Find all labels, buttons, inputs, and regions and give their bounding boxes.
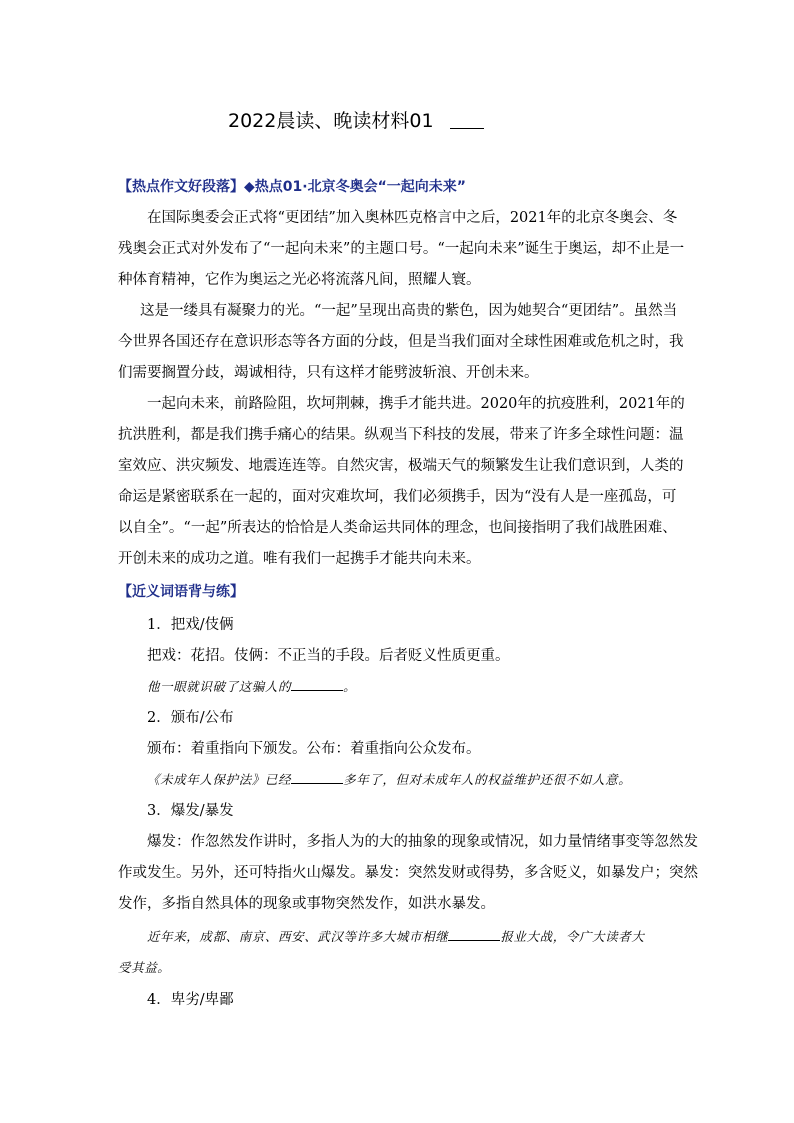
- item-definition-2: 颁布：着重指向下颁发。公布：着重指向公众发布。: [147, 741, 481, 757]
- section-heading-synonyms: 【近义词语背与练】: [118, 584, 244, 600]
- item-number-1: 1．把戏/伎俩: [147, 617, 234, 633]
- example-text: 多年了，但对未成年人的权益维护还很不如人意。: [343, 772, 632, 787]
- paragraph-3: 一起向未来，前路险阻，坎坷荆棘，携手才能共进。2020年的抗疫胜利，2021年的抗洪胜利，都是我们携手痛心的结果。纵观当下科技的发展，带来了许多全球性问题：温室效应、洪灾频发、地震连连等。自然灾害，极端天气的频繁发生让我们意识到，人类的命运是紧密联系在一起的，面对灾难坎坷，我们必须携手，因为“没有人是一座孤岛，可以自全”。“一起”所表达的恰恰是人类命运共同体的理念，也间接指明了我们战胜困难、开创未来的成功之道。唯有我们一起携手才能共向未来。: [118, 396, 685, 567]
- item-example-3-line2: 受其益。: [118, 960, 171, 975]
- example-text: 近年来，成都、南京、西安、武汉等许多大城市相继: [147, 929, 449, 944]
- item-example-2: [147, 770, 631, 788]
- fill-blank[interactable]: [448, 928, 500, 941]
- paragraph-1: 在国际奥委会正式将“更团结”加入奥林匹克格言中之后，2021年的北京冬奥会、冬残奥会正式对外发布了“一起向未来”的主题口号。“一起向未来”诞生于奥运，却不止是一种体育精神，它作为奥运之光必将流落凡间，照耀人寰。: [118, 210, 685, 288]
- example-text: 。: [343, 679, 357, 694]
- page-title: 2022晨读、晚读材料01: [228, 110, 434, 132]
- paragraph-2: 这是一缕具有凝聚力的光。“一起”呈现出高贵的紫色，因为她契合“更团结”。虽然当今世界各国还存在意识形态等各方面的分歧，但是当我们面对全球性困难或危机之时，我们需要搁置分歧，竭诚相待，只有这样才能劈波斩浪、开创未来。: [118, 303, 684, 381]
- item-definition-3-line2: 作或发生。另外，还可特指火山爆发。暴发：突然发财或得势，多含贬义，如暴发户；突然: [118, 865, 698, 881]
- item-definition-3-line3: 发作，多指自然具体的现象或事物突然发作，如洪水暴发。: [118, 896, 495, 912]
- item-number-3: 3．爆发/暴发: [147, 803, 234, 819]
- fill-blank[interactable]: [291, 678, 343, 691]
- example-text: 《未成年人保护法》已经: [147, 772, 292, 787]
- example-text: 报业大战，令广大读者大: [500, 929, 645, 944]
- title-underline: [450, 128, 484, 129]
- fill-blank[interactable]: [291, 771, 343, 784]
- section-heading-hot-topic: 【热点作文好段落】◆热点01·北京冬奥会“一起向未来”: [118, 179, 466, 195]
- item-definition-1: 把戏：花招。伎俩：不正当的手段。后者贬义性质更重。: [147, 648, 510, 664]
- item-example-3: [147, 927, 644, 945]
- item-definition-3-line1: 爆发：作忽然发作讲时，多指人为的大的抽象的现象或情况，如力量情绪事变等忽然发: [147, 834, 698, 850]
- item-number-4: 4．卑劣/卑鄙: [147, 992, 234, 1008]
- item-number-2: 2．颁布/公布: [147, 710, 234, 726]
- example-text: 他一眼就识破了这骗人的: [147, 679, 292, 694]
- item-example-1: [147, 677, 356, 695]
